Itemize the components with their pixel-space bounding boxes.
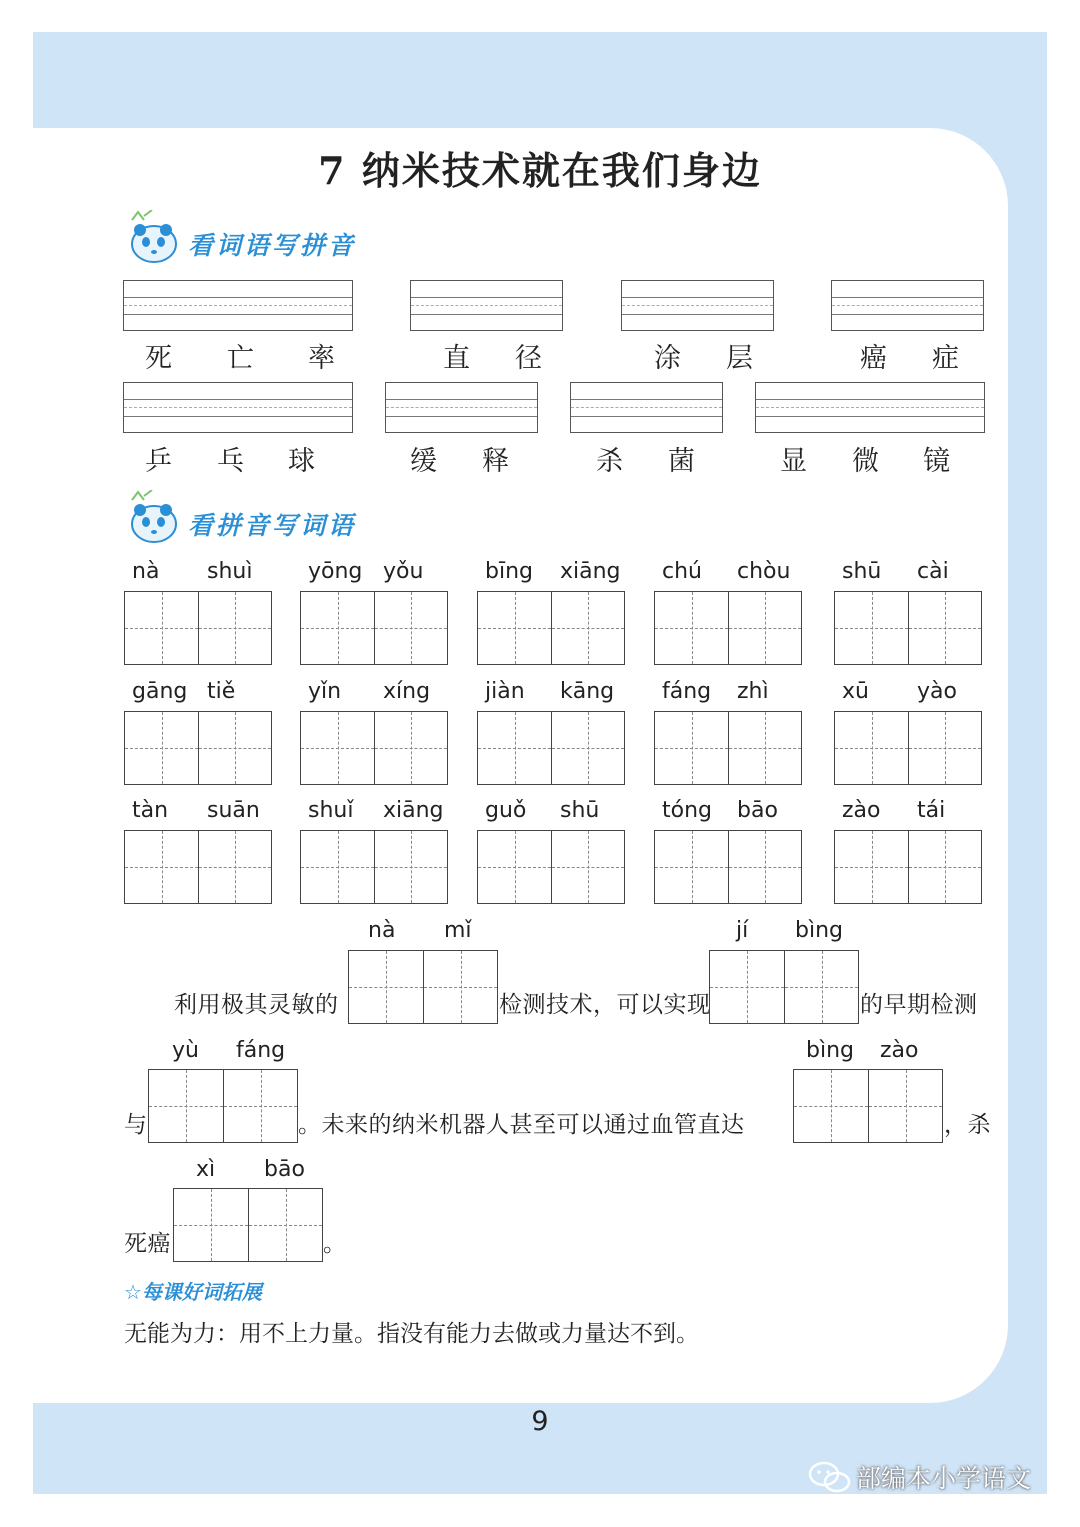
pinyin-label: guǒ <box>485 798 527 823</box>
pinyin-label: shuǐ <box>308 798 354 823</box>
pinyin-label: bìng <box>795 918 843 943</box>
pinyin-label: xiāng <box>383 798 444 823</box>
character-grid[interactable] <box>124 591 272 665</box>
pinyin-label: shuì <box>207 559 253 584</box>
pinyin-label: zào <box>880 1038 919 1063</box>
character-grid[interactable] <box>124 711 272 785</box>
watermark-text: 部编本小学语文 <box>856 1464 1032 1493</box>
character-grid[interactable] <box>654 830 802 904</box>
pinyin-answer-line[interactable] <box>621 280 774 331</box>
character-grid[interactable] <box>654 591 802 665</box>
character-grid[interactable] <box>173 1188 323 1262</box>
pinyin-label: fáng <box>662 679 712 704</box>
character-grid[interactable] <box>834 711 982 785</box>
pinyin-label: xì <box>196 1157 216 1182</box>
pinyin-label: yù <box>172 1038 199 1063</box>
pinyin-label: tiě <box>207 679 236 704</box>
pinyin-label: chòu <box>737 559 791 584</box>
sentence-text: 的早期检测 <box>860 992 978 1018</box>
wechat-icon <box>808 1460 852 1494</box>
character-grid[interactable] <box>300 711 448 785</box>
pinyin-label: bīng <box>485 559 533 584</box>
section-heading-write-words: 看拼音写词语 <box>188 511 357 540</box>
panda-icon <box>124 490 184 544</box>
character-grid[interactable] <box>124 830 272 904</box>
pinyin-label: chú <box>662 559 702 584</box>
pinyin-label: yōng <box>308 559 363 584</box>
character-grid[interactable] <box>477 591 625 665</box>
extension-heading: ☆每课好词拓展 <box>124 1280 262 1304</box>
sentence-text: 利用极其灵敏的 <box>174 992 339 1018</box>
pinyin-label: yǒu <box>383 559 424 584</box>
pinyin-label: tái <box>917 798 946 823</box>
character-grid[interactable] <box>300 591 448 665</box>
pinyin-label: jí <box>736 918 749 943</box>
pinyin-label: cài <box>917 559 949 584</box>
character-grid[interactable] <box>477 830 625 904</box>
character-grid[interactable] <box>654 711 802 785</box>
pinyin-label: xíng <box>383 679 431 704</box>
pinyin-label: mǐ <box>444 918 472 943</box>
character-grid[interactable] <box>477 711 625 785</box>
character-grid[interactable] <box>348 950 498 1024</box>
sentence-text: 死癌 <box>124 1231 171 1257</box>
pinyin-answer-line[interactable] <box>755 382 985 433</box>
pinyin-answer-line[interactable] <box>123 382 353 433</box>
character-grid[interactable] <box>834 591 982 665</box>
lesson-title: 7 纳米技术就在我们身边 <box>318 148 762 193</box>
pinyin-answer-line[interactable] <box>831 280 984 331</box>
sentence-text: 。 <box>323 1231 347 1257</box>
extension-text: 无能为力：用不上力量。指没有能力去做或力量达不到。 <box>124 1321 699 1347</box>
sentence-text: ，杀 <box>944 1112 991 1138</box>
pinyin-label: yào <box>917 679 957 704</box>
pinyin-label: nà <box>132 559 160 584</box>
pinyin-label: bìng <box>806 1038 854 1063</box>
pinyin-label: shū <box>560 798 600 823</box>
pinyin-label: bāo <box>264 1157 305 1182</box>
pinyin-label: tàn <box>132 798 169 823</box>
pinyin-label: gāng <box>132 679 188 704</box>
pinyin-answer-line[interactable] <box>385 382 538 433</box>
character-grid[interactable] <box>300 830 448 904</box>
section-heading-write-pinyin: 看词语写拼音 <box>188 231 357 260</box>
character-grid[interactable] <box>834 830 982 904</box>
pinyin-label: yǐn <box>308 679 342 704</box>
pinyin-answer-line[interactable] <box>123 280 353 331</box>
pinyin-label: xū <box>842 679 869 704</box>
pinyin-label: xiāng <box>560 559 621 584</box>
sentence-text: 。未来的纳米机器人甚至可以通过血管直达 <box>298 1112 745 1138</box>
pinyin-answer-line[interactable] <box>570 382 723 433</box>
panda-icon <box>124 210 184 264</box>
page-number: 9 <box>531 1406 549 1437</box>
pinyin-label: fáng <box>236 1038 286 1063</box>
pinyin-label: zhì <box>737 679 769 704</box>
character-grid[interactable] <box>709 950 859 1024</box>
pinyin-label: shū <box>842 559 882 584</box>
pinyin-label: suān <box>207 798 260 823</box>
pinyin-label: zào <box>842 798 881 823</box>
pinyin-label: nà <box>368 918 396 943</box>
pinyin-label: bāo <box>737 798 778 823</box>
pinyin-label: tóng <box>662 798 712 823</box>
sentence-text: 检测技术，可以实现 <box>499 992 711 1018</box>
pinyin-answer-line[interactable] <box>410 280 563 331</box>
sentence-text: 与 <box>124 1112 148 1138</box>
pinyin-label: kāng <box>560 679 615 704</box>
pinyin-label: jiàn <box>485 679 525 704</box>
character-grid[interactable] <box>148 1069 298 1143</box>
character-grid[interactable] <box>793 1069 943 1143</box>
